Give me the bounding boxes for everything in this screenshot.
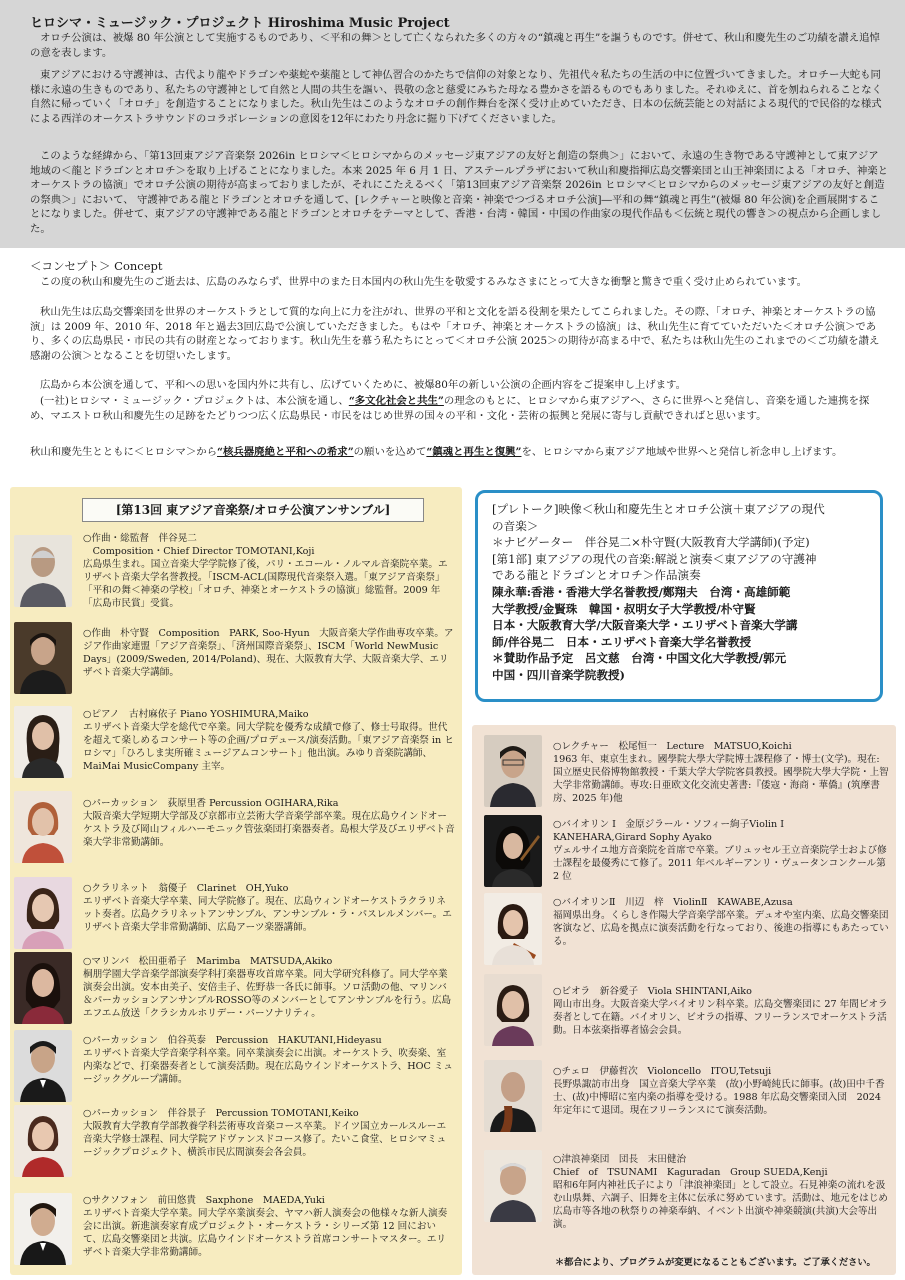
- guest-bio: ○チェロ 伊藤哲次 Violoncello ITOU,Tetsuji 長野県諏訪市出身 国立音楽大学卒業 (故)小野崎純氏に師事。(故)田中千香士、(故)中博昭に室内楽の指導を受ける。1988 年広島交響楽団入団 2024 年定年にて退団。現在フリーランスにて演奏活動。: [553, 1066, 885, 1116]
- guest-photo: [484, 1150, 542, 1222]
- member-bio: ○パーカッション 伴谷景子 Percussion TOMOTANI,Keiko 大阪教育大学教育学部教養学科芸術専攻音楽コース卒業。ドイツ国立カールスルーエ音楽大学修士課程、同大学院アドヴァンスドコース修了。たいこ食堂、ヒロシマミュージックプロジェクト、横浜市民広間演奏会各会員。: [83, 1108, 447, 1158]
- pretalk-line: ＊賛助作品予定 呂文慈 台湾・中国文化大学教授/郭元: [492, 651, 787, 666]
- guest-bio: ○津浪神楽団 団長 末田健治 Chief of TSUNAMI Kaguradan Group SUEDA,Kenji 昭和6年阿内神社氏子により「津浪神楽団」として設立。石見神楽の流れを汲む山県舞、六調子、旧舞を主体に伝承に努めています。活動は、地元をはじめ広島市等各地の秋祭りの神楽奉納、イベント出演や神楽競演(共演)大会等出演。: [553, 1154, 889, 1230]
- pretalk-line: [第1部] 東アジアの現代の音楽:解説と演奏＜東アジアの守護神: [492, 551, 817, 566]
- member-photo: [14, 1105, 72, 1177]
- pretalk-line: [プレトーク]映像＜秋山和慶先生とオロチ公演＋東アジアの現代: [492, 502, 825, 516]
- requiem-emphasis: “鎮魂と再生と復興”: [426, 446, 522, 458]
- guest-photo: [484, 1060, 542, 1132]
- ensemble-title: [第13回 東アジア音楽祭/オロチ公演アンサンブル]: [82, 498, 424, 522]
- pretalk-line: である龍とドラゴンとオロチ＞作品演奏: [492, 568, 701, 583]
- concept-paragraph-5: 秋山和慶先生とともに＜ヒロシマ＞から“核兵器廃絶と平和への希求”の願いを込めて“鎮魂と再生と復興”を、ヒロシマから東アジア地域や世界へと発信し祈念申し上げます。: [30, 446, 843, 458]
- pretalk-line: 中国・四川音楽学院教授): [492, 667, 626, 682]
- pretalk-line: の音楽＞: [492, 518, 539, 533]
- pretalk-line: ＊ナビゲーター 伴谷晃二×朴守賢(大阪教育大学講師)(予定): [492, 535, 810, 550]
- member-bio: ○作曲 朴守賢 Composition PARK, Soo-Hyun 大阪音楽大学作曲専攻卒業。アジア作曲家連盟「アジア音楽祭」、「済州国際音楽祭」、ISCM「World NewMusic Days」(2009/Sweden, 2014/Poland)、現在、大阪教育大学、大阪音楽大学、エリザベト音楽大学講師。: [83, 628, 454, 678]
- member-bio: ○クラリネット 翁優子 Clarinet OH,Yuko エリザベト音楽大学卒業、同大学院修了。現在、広島ウィンドオーケストラクラリネット奏者。広島クラリネットアンサンブル、アンサンブル・ラ・パスレルメンバー。エリザベト音楽大学非常勤講師、広島アーツ楽器講師。: [83, 883, 452, 933]
- multicultural-emphasis: “多文化社会と共生”: [348, 395, 444, 407]
- member-bio: ○作曲・総監督 伴谷晃二 Composition・Chief Director TOMOTANI,Koji 広島県生まれ。国立音楽大学学院修了後，パリ・エコール・ノルマル音楽院卒業。エリザベト音楽大学名誉教授。「ISCM-ACL(国際現代音楽祭入選。「東アジア音楽祭」「平和の舞＜神楽の学校」「オロチ、神楽とオーケストラの協演」総監督。2009 年「広島市民賞」受賞。: [83, 533, 448, 609]
- pretalk-line: 師/伴谷晃二 日本・エリザベト音楽大学名誉教授: [492, 634, 752, 649]
- guest-bio: ○バイオリンⅡ 川辺 梓 ViolinⅡ KAWABE,Azusa 福岡県出身。くらしき作陽大学音楽学部卒業。デュオや室内楽、広島交響楽団客演など、広島を拠点に演奏活動を行なっており、後進の指導にもあたっている。: [553, 897, 889, 947]
- concept-paragraph-1: この度の秋山和慶先生のご逝去は、広島のみならず、世界中のまた日本国内の秋山先生を敬愛するみなさまにとって大きな衝撃と驚きで重く受け止められています。: [40, 276, 808, 288]
- guest-bio: ○ビオラ 新谷愛子 Viola SHINTANI,Aiko 岡山市出身。大阪音楽大学バイオリン科卒業。広島交響楽団に 27 年間ビオラ奏者として在籍。バイオリン、ビオラの指導、フリーランスでオーケストラ活動。日本弦楽指導者協会会員。: [553, 986, 888, 1036]
- pretalk-program-box: [475, 490, 883, 702]
- intro-paragraph-1: オロチ公演は、被爆 80 年公演として実施するものであり、＜平和の舞＞として亡くなられた多くの方々の“鎮魂と再生”を謳うものです。併せて、秋山和慶先生のご功績を讃え追悼の意を表します。: [30, 32, 880, 59]
- member-photo: [14, 622, 72, 694]
- guest-bio: ○レクチャー 松尾恒一 Lecture MATSUO,Koichi 1963 年、東京生まれ。國學院大學大学院博士課程修了・博士(文学)。現在:国立歴史民俗博物館教授・千葉大学大学院客員教授。國學院大學大学院・上智大学非常勤講師。専攻:日亜欧文化交流史著書:『倭寇・海商・華僑』(筑摩書房、2025 年)他: [553, 741, 889, 804]
- pretalk-line: 大学教授/金賢珠 韓国・叔明女子大学教授/朴守賢: [492, 601, 756, 616]
- member-bio: ○サクソフォン 前田悠貴 Saxphone MAEDA,Yuki エリザベト音楽大学卒業。同大学卒業演奏会、ヤマハ新人演奏会の他様々な新人演奏会に出演。新進演奏家育成プロジェクト・オーケストラ・シリーズ第 12 回において、広島交響楽団と共演。広島ウインドオーケストラ首席コンサートマスター。エリザベト音楽大学非常勤講師。: [83, 1195, 448, 1258]
- intro-paragraph-2: 東アジアにおける守護神は、古代より龍やドラゴンや薬蛇や薬龍として神仏習合のかたちで信仰の対象となり、先祖代々私たちの生活の中に位置づいてきました。オロチー大蛇も同様に永遠の生きものであり、私たちの守護神として自然と人間の共生を謳い、畏敬の念と慈愛にみちた母なる豊かさを語るものでもありました。それゆえに、首を刎ねられることなく自然に帰っていく「オロチ」を創造することになりました。秋山先生はこのようなオロチの創作舞台を深く受け止めていただき、日本の伝統芸能との対話による現代的で民俗的な様式による西洋のオーケストラサウンドのコラボレーションの意図を12年にわたり丹念に掘り下げてくださいました。: [30, 69, 883, 125]
- member-photo: [14, 535, 72, 607]
- concept-heading: ＜コンセプト＞ Concept: [30, 259, 163, 273]
- concept-paragraph-4: (一社)ヒロシマ・ミュージック・プロジェクトは、本公演を通し、“多文化社会と共生”の理念のもとに、ヒロシマから東アジアへ、さらに世界へと発信し、音楽を通した連携を探め、マエストロ秋山和慶先生の足跡をたどりつつ広く広島県民・市民をはじめ世界の国々の平和・文化・芸術の振興と発展に寄与し貢献できればと思います。: [30, 395, 870, 422]
- member-photo: [14, 1193, 72, 1265]
- project-title: ヒロシマ・ミュージック・プロジェクト Hiroshima Music Project: [30, 16, 450, 31]
- guest-photo: [484, 815, 542, 887]
- nuclear-abolition-emphasis: “核兵器廃絶と平和への希求”: [217, 446, 354, 458]
- concept-paragraph-2: 秋山先生は広島交響楽団を世界のオーケストラとして質的な向上に力を注がれ、世界の平和と文化を語る役割を果たしてこられました。その際、「オロチ、神楽とオーケストラの協演」は 2009 年、2010 年、2018 年と過去3回広島で公演していただきました。もはや「オロチ、神楽とオーケストラの協演」は、秋山先生に育てていただいた＜オロチ公演＞であり、多くの広島県民・市民の共有の財産となっております。秋山先生を慕う私たちにとって＜オロチ公演 2025＞の期待が高まる中で、私たちは秋山先生のこれまでの＜ご功績を讃え感謝の公演＞となることを切望いたします。: [30, 306, 880, 362]
- guest-bio: ○バイオリン I 金原ジラール・ソフィー絢子Violin I KANEHARA,Girard Sophy Ayako ヴェルサイユ地方音楽院を首席で卒業。ブリュッセル王立音楽院学士および修士課程を最優秀にて修了。2011 年ベルギーアンリ・ヴュータンコンクール第 2 位: [553, 819, 887, 882]
- member-photo: [14, 791, 72, 863]
- member-photo: [14, 952, 72, 1024]
- guest-photo: [484, 893, 542, 965]
- member-bio: ○マリンバ 松田亜希子 Marimba MATSUDA,Akiko 桐朋学園大学音楽学部演奏学科打楽器専攻首席卒業。同大学研究科修了。同大学卒業演奏会出演。安本由美子、安倍圭子、佐野恭一各氏に師事。ソロ活動の他、マリンバ＆パーカッションアンサンブルROSSO等のメンバーとしてアンサンブルを行う。広島エフエム放送「クラシカルホリデー・パーソナリティ。: [83, 956, 452, 1019]
- concept-paragraph-3: 広島から本公演を通して、平和への思いを国内外に共有し、広げていくために、被爆80年の新しい公演の企画内容をご提案申し上げます。: [40, 379, 687, 391]
- member-photo: [14, 1030, 72, 1102]
- member-photo: [14, 877, 72, 949]
- program-change-note: ＊都合により、プログラムが変更になることもございます。ご了承ください。: [555, 1257, 876, 1268]
- member-photo: [14, 706, 72, 778]
- member-bio: ○ピアノ 古村麻依子 Piano YOSHIMURA,Maiko エリザベト音楽大学を総代で卒業。同大学院を優秀な成績で修了、修士号取得。世代を超えて楽しめるコンサート等の企画/プロデュース/演奏活動。「東アジア音楽祭 in ヒロシマ」「ひろしま実所確ミュージアムコンサート」他出演。みゆり音楽院講師、MaiMai MusicCompany 主宰。: [83, 709, 454, 772]
- pretalk-line: 陳永華:香港・香港大学名誉教授/鄭翔夫 台湾・高雄師範: [492, 584, 791, 599]
- guest-photo: [484, 735, 542, 807]
- pretalk-line: 日本・大阪教育大学/大阪音楽大学・エリザベト音楽大学講: [492, 618, 798, 633]
- member-bio: ○パーカッション 伯谷英泰 Percussion HAKUTANI,Hideyasu エリザベト音楽大学音楽学科卒業。同卒業演奏会に出演。オーケストラ、吹奏楽、室内楽などで、打楽器奏者として演奏活動。現在広島ウインドオーケストラ、HOC ミュージックグループ講師。: [83, 1035, 453, 1085]
- member-bio: ○パーカッション 荻原里香 Percussion OGIHARA,Rika 大阪音楽大学短期大学部及び京都市立芸術大学音楽学部卒業。現在広島ウインドオーケストラ及び岡山フィルハーモニック管弦楽団打楽器奏者。島根大学及びエリザベト音楽大学非常勤講師。: [83, 798, 455, 848]
- intro-paragraph-3: このような経緯から、「第13回東アジア音楽祭 2026in ヒロシマ＜ヒロシマからのメッセージ東アジアの友好と創造の祭典＞」において、永遠の生き物である守護神として東アジア地域の＜龍とドラゴンとオロチ＞を取り上げることになりました。本来 2025 年 6 月 1 日、アステールプラザにおいて秋山和慶指揮広島交響楽団と山王神楽団による「オロチ、神楽とオーケストラの協演」でオロチ公演の期待が高まっておりましたが、それにこたえるべく「第13回東アジア音楽祭 2026in ヒロシマ＜ヒロシマからのメッセージ東アジアの友好と創造の祭典＞」において、 守護神である龍とドラゴンとオロチを通して、[レクチャーと映像と音楽・神楽でつづるオロチ公演]―平和の舞“鎮魂と再生”(被爆 80 年公演)を企画展開することになりました。併せて、東アジアの守護神である龍とドラゴンとオロチをテーマとして、香港・台湾・韓国・中国の作曲家の現代作品も＜伝統と現代の響き＞の視点から企画しました。: [30, 150, 888, 235]
- guest-photo: [484, 974, 542, 1046]
